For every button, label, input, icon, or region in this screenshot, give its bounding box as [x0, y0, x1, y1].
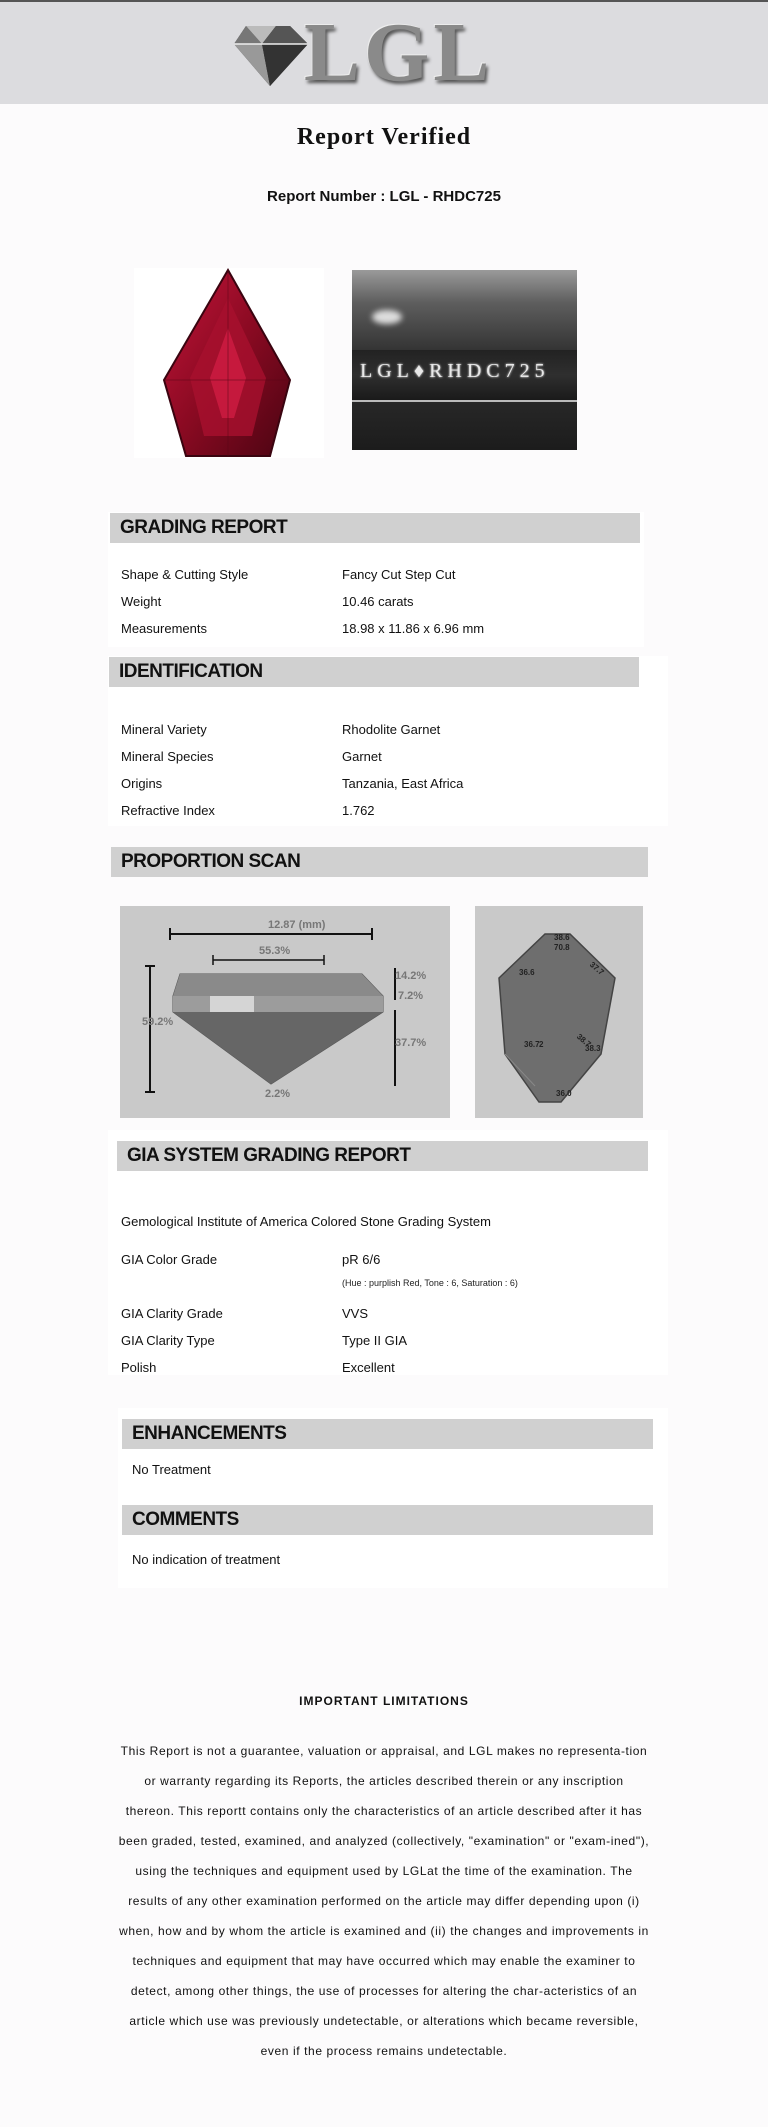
- girdle-label: 7.2%: [398, 990, 424, 1002]
- mineral-variety-label: Mineral Variety: [121, 722, 207, 737]
- top-value-9: 36.0: [556, 1089, 572, 1098]
- refractive-index-label: Refractive Index: [121, 803, 215, 818]
- gia-color-label: GIA Color Grade: [121, 1252, 218, 1267]
- top-value-4: 37.7: [587, 960, 606, 977]
- shape-label: Shape & Cutting Style: [121, 567, 249, 582]
- enhancements-heading: ENHANCEMENTS: [122, 1419, 653, 1449]
- grading-report-heading: GRADING REPORT: [110, 513, 640, 543]
- mineral-variety-value: Rhodolite Garnet: [342, 722, 441, 737]
- refractive-index-value: 1.762: [342, 803, 375, 818]
- inscription-photo: [352, 270, 577, 450]
- comments-text: No indication of treatment: [132, 1552, 281, 1567]
- identification-heading: IDENTIFICATION: [109, 657, 639, 687]
- gia-color-value: pR 6/6: [342, 1252, 381, 1267]
- light-glare: [372, 310, 402, 324]
- page-title: Report Verified: [296, 124, 472, 150]
- top-value-2: 70.8: [554, 943, 570, 952]
- top-value-1: 38.6: [554, 933, 570, 942]
- depth-label: 59.2%: [142, 1016, 174, 1028]
- lgl-logo[interactable]: [232, 6, 494, 99]
- top-value-8: 38.3: [585, 1044, 601, 1053]
- logo-text: LGL: [304, 6, 494, 99]
- polish-value: Excellent: [342, 1360, 395, 1375]
- gemstone-photo: [134, 268, 324, 458]
- enhancements-text: No Treatment: [132, 1462, 211, 1477]
- top-value-5: 36.7: [524, 1040, 540, 1049]
- diamond-logo-icon: [232, 22, 312, 88]
- inscription-text: LGL♦RHDC725: [360, 360, 550, 382]
- mineral-species-label: Mineral Species: [121, 749, 214, 764]
- gia-heading: GIA SYSTEM GRADING REPORT: [117, 1141, 648, 1171]
- header-bar: [0, 0, 768, 104]
- gemstone-image: [134, 268, 324, 458]
- shape-value: Fancy Cut Step Cut: [342, 567, 456, 582]
- top-value-6: 2: [539, 1040, 544, 1049]
- gia-clarity-grade-value: VVS: [342, 1306, 369, 1321]
- gia-clarity-type-label: GIA Clarity Type: [121, 1333, 215, 1348]
- origins-label: Origins: [121, 776, 163, 791]
- origins-value: Tanzania, East Africa: [342, 776, 464, 791]
- measurements-label: Measurements: [121, 621, 207, 636]
- weight-label: Weight: [121, 594, 162, 609]
- gia-clarity-grade-label: GIA Clarity Grade: [121, 1306, 223, 1321]
- side-profile-scan: [120, 906, 450, 1118]
- pavilion-label: 37.7%: [395, 1037, 427, 1049]
- gia-color-note: (Hue : purplish Red, Tone : 6, Saturation : 6): [342, 1278, 518, 1288]
- comments-heading: COMMENTS: [122, 1505, 653, 1535]
- crown-label: 14.2%: [395, 970, 427, 982]
- table-label: 55.3%: [259, 945, 291, 957]
- limitations-text: This Report is not a guarantee, valuation or appraisal, and LGL makes no representa-tion or warranty regarding its Reports, the articles described therein or any inscription thereon. This reportt contains only the characteristics of an article described after it has been graded, tested, examined, and analyzed (collectively, "examination" or "exam-ined"), using the techniques and equipment used by LGLat the time of the examination. The results of any other examination performed on the article may differ depending upon (i) when, how and by whom the article is examined and (ii) the changes and improvements in techniques and equipment that may have occurred which may enable the examiner to detect, among other things, the use of processes for altering the char-acteristics of an article which use was previously undetectable, or alterations which became reversible, even if the process remains undetectable.: [118, 1744, 650, 2058]
- gia-clarity-type-value: Type II GIA: [342, 1333, 408, 1348]
- top-value-7: 38.7: [574, 1032, 593, 1049]
- polish-label: Polish: [121, 1360, 157, 1375]
- weight-value: 10.46 carats: [342, 594, 414, 609]
- width-label: 12.87 (mm): [268, 919, 326, 931]
- proportion-scan-heading: PROPORTION SCAN: [111, 847, 648, 877]
- gia-subtitle: Gemological Institute of America Colored Stone Grading System: [121, 1214, 491, 1229]
- report-number: Report Number : LGL - RHDC725: [267, 188, 501, 205]
- culet-label: 2.2%: [265, 1088, 291, 1100]
- limitations-heading: IMPORTANT LIMITATIONS: [299, 1694, 469, 1708]
- top-view-scan: [475, 906, 643, 1118]
- measurements-value: 18.98 x 11.86 x 6.96 mm: [342, 621, 485, 636]
- top-value-3: 36.6: [519, 968, 535, 977]
- mineral-species-value: Garnet: [342, 749, 382, 764]
